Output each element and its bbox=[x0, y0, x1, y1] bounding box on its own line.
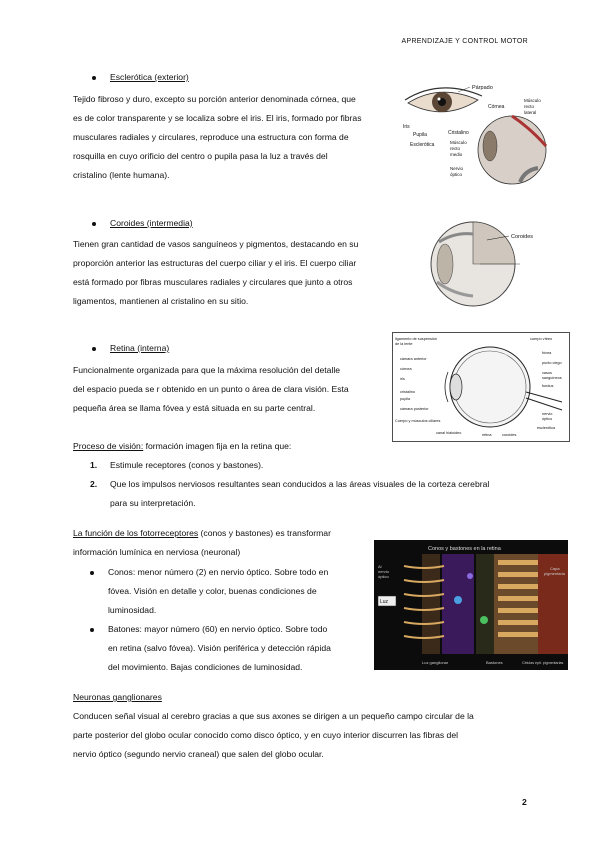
text-line: Conducen señal visual al cerebro gracias a que sus axones se dirigen a un pequeño campo circular de la bbox=[73, 711, 474, 721]
svg-text:nervio: nervio bbox=[378, 569, 389, 574]
svg-text:Luz ganglionar: Luz ganglionar bbox=[422, 660, 449, 665]
svg-text:coroides: coroides bbox=[502, 433, 517, 437]
label-pupila: Pupila bbox=[413, 132, 427, 138]
svg-text:Capa: Capa bbox=[550, 566, 560, 571]
svg-text:recto: recto bbox=[524, 104, 535, 109]
neuronas-paragraph bbox=[73, 707, 543, 764]
proceso-heading: Proceso de visión: bbox=[73, 441, 144, 451]
label-iris: Iris bbox=[403, 124, 410, 130]
esclerotica-bullet bbox=[92, 72, 189, 82]
svg-text:óptico: óptico bbox=[542, 417, 553, 421]
svg-text:cámara anterior: cámara anterior bbox=[400, 357, 427, 361]
text-line: proporción anterior las estructuras del cuerpo ciliar y el iris. El cuerpo ciliar bbox=[73, 258, 357, 268]
text-line: pequeña área se llama fóvea y está situada en su parte central. bbox=[73, 403, 316, 413]
svg-text:Células epit. pigmentarias: Células epit. pigmentarias bbox=[522, 661, 564, 665]
svg-text:iris: iris bbox=[400, 377, 405, 381]
text-line: Funcionalmente organizada para que la máxima resolución del detalle bbox=[73, 365, 341, 375]
bullet-dot bbox=[90, 571, 94, 575]
svg-text:óptico: óptico bbox=[450, 172, 463, 177]
svg-text:cuerpo vítreo: cuerpo vítreo bbox=[530, 337, 553, 341]
neuronas-heading: Neuronas ganglionares bbox=[73, 692, 162, 702]
label-parpado: Párpado bbox=[472, 85, 493, 91]
text-line: Tienen gran cantidad de vasos sanguíneos y pigmentos, destacando en su bbox=[73, 239, 359, 249]
text-line: musculares radiales y circulares, reproduce una estructura con forma de bbox=[73, 132, 349, 142]
eye-section-diagram bbox=[392, 332, 570, 442]
list-item: Batones: mayor número (60) en nervio óptico. Sobre todo en retina (salvo fóvea). Visión periférica y detección rápida del movimiento. Bajas condiciones de luminosidad. bbox=[90, 620, 370, 677]
label-coroides: Coroides bbox=[511, 234, 534, 240]
eye-cutaway-figure bbox=[425, 212, 543, 312]
running-header: APRENDIZAJE Y CONTROL MOTOR bbox=[401, 38, 528, 45]
eye-external-figure bbox=[400, 78, 548, 186]
svg-text:canal hialoideo: canal hialoideo bbox=[436, 431, 462, 435]
bullet-dot bbox=[92, 222, 96, 226]
svg-text:lateral: lateral bbox=[524, 110, 537, 115]
bullet-dot bbox=[92, 76, 96, 80]
svg-text:fóvea: fóvea bbox=[542, 351, 552, 355]
list-item: 2. Que los impulsos nerviosos resultantes sean conducidos a las áreas visuales de la corteza cerebral para su interpretación. bbox=[90, 479, 490, 508]
svg-text:ligamento de suspensión: ligamento de suspensión bbox=[395, 337, 438, 341]
svg-text:fundus: fundus bbox=[542, 384, 554, 388]
svg-text:sanguíneos: sanguíneos bbox=[542, 376, 562, 380]
svg-text:pupila: pupila bbox=[400, 397, 411, 401]
fotorreceptores-heading: La función de los fotorreceptores bbox=[73, 528, 199, 538]
esclerotica-heading: Esclerótica (exterior) bbox=[110, 72, 189, 82]
svg-text:cámara posterior: cámara posterior bbox=[400, 407, 429, 411]
proceso-intro: formación imagen fija en la retina que: bbox=[143, 441, 292, 451]
esclerotica-paragraph bbox=[73, 90, 403, 185]
svg-text:córnea: córnea bbox=[400, 367, 412, 371]
list-item: Conos: menor número (2) en nervio óptico. Sobre todo en fóvea. Visión en detalle y color, buenas condiciones de luminosidad. bbox=[90, 563, 370, 620]
svg-text:retina: retina bbox=[482, 433, 492, 437]
coroides-heading: Coroides (intermedia) bbox=[110, 218, 193, 228]
bullet-dot bbox=[92, 347, 96, 351]
svg-text:cristalino: cristalino bbox=[400, 390, 415, 394]
text-line: está formado por fibras musculares radiales y circulares que junto a otros bbox=[73, 277, 353, 287]
svg-text:Al: Al bbox=[378, 564, 382, 569]
coroides-paragraph bbox=[73, 235, 413, 311]
label-musculo-medio: Músculo bbox=[450, 140, 467, 145]
svg-text:punto ciego: punto ciego bbox=[542, 361, 562, 365]
fotorreceptores-intro: La función de los fotorreceptores (conos y bastones) es transformar información lumínica en nerviosa (neuronal) bbox=[73, 528, 331, 557]
neuronas-heading-line bbox=[73, 688, 162, 707]
retina-bullet bbox=[92, 343, 169, 353]
svg-text:medio: medio bbox=[450, 152, 463, 157]
label-cristalino: Cristalino bbox=[448, 130, 469, 136]
page-number: 2 bbox=[522, 797, 527, 807]
label-esclerotica: Esclerótica bbox=[410, 142, 435, 148]
svg-text:Bastones: Bastones bbox=[486, 660, 503, 665]
text-line: del espacio pueda se r obtenido en un punto o área de clara visión. Esta bbox=[73, 384, 349, 394]
label-cornea: Córnea bbox=[488, 104, 505, 110]
svg-text:recto: recto bbox=[450, 146, 461, 151]
label-nervio: Nervio bbox=[450, 166, 464, 171]
light-label: Luz bbox=[380, 599, 389, 605]
text-line: ligamentos, mantienen al cristalino en su sitio. bbox=[73, 296, 249, 306]
text-line: nervio óptico (segundo nervio craneal) que salen del globo ocular. bbox=[73, 749, 324, 759]
text-line: Tejido fibroso y duro, excepto su porción anterior denominada córnea, que bbox=[73, 94, 356, 104]
svg-text:vasos: vasos bbox=[542, 371, 552, 375]
proceso-line bbox=[73, 437, 291, 456]
text-line: parte posterior del globo ocular conocido como disco óptico, y en cuyo interior discurren las fibras del bbox=[73, 730, 459, 740]
svg-text:esclerótica: esclerótica bbox=[537, 426, 556, 430]
list-item: 1. Estimule receptores (conos y bastones). bbox=[90, 460, 264, 470]
proceso-list bbox=[90, 456, 550, 513]
text-line: rosquilla en cuyo orificio del centro o pupila pasa la luz a través del bbox=[73, 151, 328, 161]
retina-heading: Retina (interna) bbox=[110, 343, 170, 353]
svg-text:óptico: óptico bbox=[378, 574, 389, 579]
coroides-bullet bbox=[92, 218, 193, 228]
svg-text:de la lente: de la lente bbox=[395, 342, 413, 346]
cones-rods-title: Conos y bastones en la retina bbox=[428, 546, 501, 552]
svg-text:Cuerpo y músculos ciliares: Cuerpo y músculos ciliares bbox=[395, 419, 441, 423]
label-musculo: Músculo bbox=[524, 98, 541, 103]
bullet-dot bbox=[90, 628, 94, 632]
text-line: cristalino (lente humana). bbox=[73, 170, 170, 180]
retina-paragraph bbox=[73, 361, 393, 418]
fotorreceptores-bullets bbox=[90, 563, 370, 677]
text-line: es de color transparente y se localiza sobre el iris. El iris, formado por fibras bbox=[73, 113, 362, 123]
svg-text:nervio: nervio bbox=[542, 412, 553, 416]
svg-text:pigmentaria: pigmentaria bbox=[544, 571, 565, 576]
cones-rods-figure bbox=[374, 540, 568, 670]
